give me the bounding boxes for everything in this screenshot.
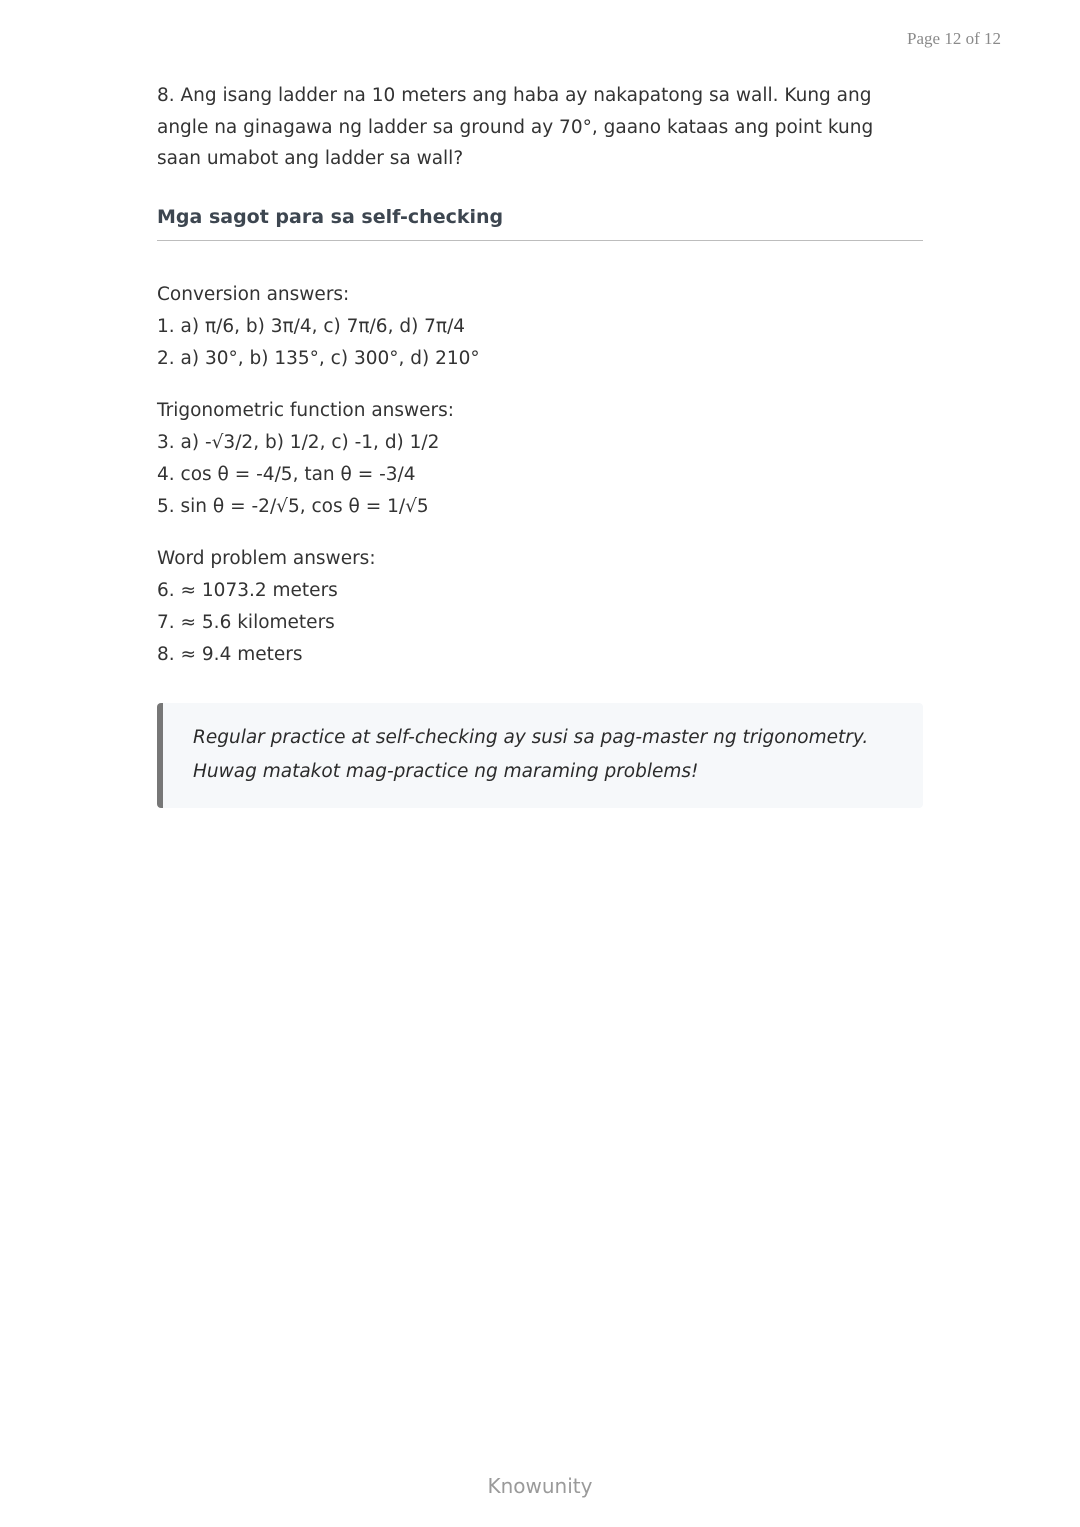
page-content xyxy=(157,80,923,808)
answer-item: 3. a) -√3/2, b) 1/2, c) -1, d) 1/2 xyxy=(157,431,440,453)
answer-item: 5. sin θ = -2/√5, cos θ = 1/√5 xyxy=(157,495,429,517)
group-heading: Conversion answers: xyxy=(157,283,350,305)
group-heading: Word problem answers: xyxy=(157,547,376,569)
conversion-answers xyxy=(157,279,923,375)
answer-item: 7. ≈ 5.6 kilometers xyxy=(157,611,335,633)
page-number: Page 12 of 12 xyxy=(907,29,1001,48)
tip-callout xyxy=(157,703,923,808)
answer-item: 4. cos θ = -4/5, tan θ = -3/4 xyxy=(157,463,416,485)
trig-answers xyxy=(157,395,923,523)
section-title: Mga sagot para sa self-checking xyxy=(157,206,923,241)
answer-item: 8. ≈ 9.4 meters xyxy=(157,643,303,665)
group-heading: Trigonometric function answers: xyxy=(157,399,455,421)
answer-item: 1. a) π/6, b) 3π/4, c) 7π/6, d) 7π/4 xyxy=(157,315,466,337)
word-problem-answers xyxy=(157,543,923,671)
callout-text: Regular practice at self-checking ay susi sa pag-master ng trigonometry. Huwag matakot mag-practice ng maraming problems! xyxy=(193,726,869,782)
answer-item: 2. a) 30°, b) 135°, c) 300°, d) 210° xyxy=(157,347,480,369)
answer-item: 6. ≈ 1073.2 meters xyxy=(157,579,338,601)
question-8: 8. Ang isang ladder na 10 meters ang haba ay nakapatong sa wall. Kung ang angle na ginagawa ng ladder sa ground ay 70°, gaano kataas ang point kung saan umabot ang ladder sa wall? xyxy=(157,85,874,169)
footer-brand: Knowunity xyxy=(487,1474,593,1498)
